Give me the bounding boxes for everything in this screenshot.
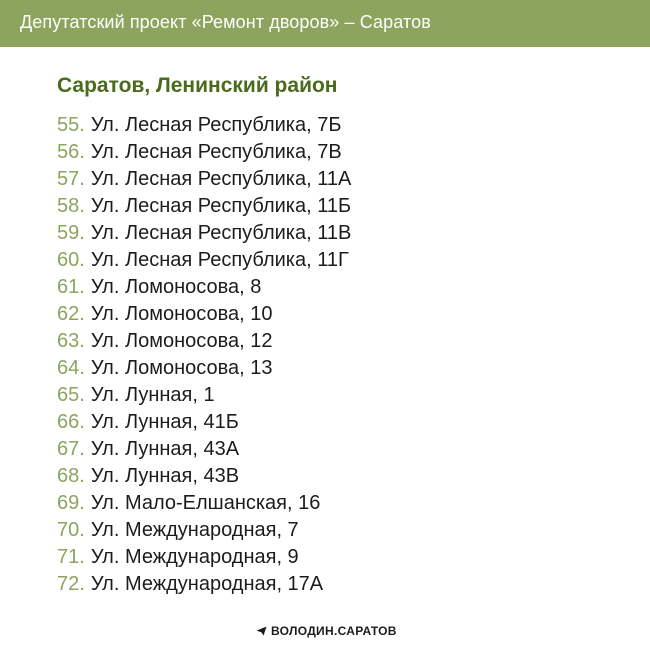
- item-address: Ул. Международная, 7: [90, 519, 299, 541]
- list-item: [57, 490, 351, 517]
- list-item: [57, 328, 351, 355]
- district-subtitle: Саратов, Ленинский район: [57, 74, 338, 97]
- item-address: Ул. Лесная Республика, 11А: [90, 168, 352, 190]
- list-item: [57, 247, 351, 274]
- list-item: [57, 382, 351, 409]
- item-number: 58.: [57, 195, 85, 217]
- item-address: Ул. Мало-Елшанская, 16: [90, 492, 321, 514]
- list-item: [57, 274, 351, 301]
- item-number: 62.: [57, 303, 85, 325]
- item-address: Ул. Лесная Республика, 11Г: [90, 249, 349, 271]
- header-title: Депутатский проект «Ремонт дворов» – Саратов: [20, 12, 431, 32]
- telegram-arrow-icon: [256, 625, 267, 639]
- item-number: 71.: [57, 546, 85, 568]
- list-item: [57, 436, 351, 463]
- item-address: Ул. Международная, 9: [90, 546, 299, 568]
- item-number: 65.: [57, 384, 85, 406]
- item-address: Ул. Лесная Республика, 11В: [90, 222, 352, 244]
- item-address: Ул. Ломоносова, 12: [90, 330, 273, 352]
- item-number: 55.: [57, 114, 85, 136]
- item-address: Ул. Лунная, 1: [90, 384, 215, 406]
- item-address: Ул. Лесная Республика, 7Б: [90, 114, 342, 136]
- item-number: 69.: [57, 492, 85, 514]
- item-address: Ул. Ломоносова, 10: [90, 303, 273, 325]
- item-address: Ул. Лунная, 43А: [90, 438, 240, 460]
- item-number: 64.: [57, 357, 85, 379]
- item-number: 72.: [57, 573, 85, 595]
- item-number: 68.: [57, 465, 85, 487]
- item-number: 67.: [57, 438, 85, 460]
- address-list: [57, 112, 351, 598]
- list-item: [57, 544, 351, 571]
- list-item: [57, 301, 351, 328]
- list-item: [57, 193, 351, 220]
- item-address: Ул. Лунная, 41Б: [90, 411, 239, 433]
- item-address: Ул. Лесная Республика, 7В: [90, 141, 342, 163]
- item-number: 60.: [57, 249, 85, 271]
- item-number: 63.: [57, 330, 85, 352]
- item-number: 70.: [57, 519, 85, 541]
- list-item: [57, 517, 351, 544]
- footer-brand: [256, 624, 397, 639]
- list-item: [57, 463, 351, 490]
- item-number: 57.: [57, 168, 85, 190]
- item-number: 59.: [57, 222, 85, 244]
- item-address: Ул. Лунная, 43В: [90, 465, 240, 487]
- list-item: [57, 166, 351, 193]
- list-item: [57, 139, 351, 166]
- list-item: [57, 112, 351, 139]
- item-number: 56.: [57, 141, 85, 163]
- item-address: Ул. Ломоносова, 8: [90, 276, 262, 298]
- list-item: [57, 409, 351, 436]
- item-number: 61.: [57, 276, 85, 298]
- list-item: [57, 571, 351, 598]
- list-item: [57, 220, 351, 247]
- item-address: Ул. Международная, 17А: [90, 573, 324, 595]
- header-bar: [0, 0, 650, 47]
- list-item: [57, 355, 351, 382]
- footer-text: ВОЛОДИН.САРАТОВ: [271, 624, 397, 638]
- item-address: Ул. Лесная Республика, 11Б: [90, 195, 352, 217]
- item-number: 66.: [57, 411, 85, 433]
- item-address: Ул. Ломоносова, 13: [90, 357, 273, 379]
